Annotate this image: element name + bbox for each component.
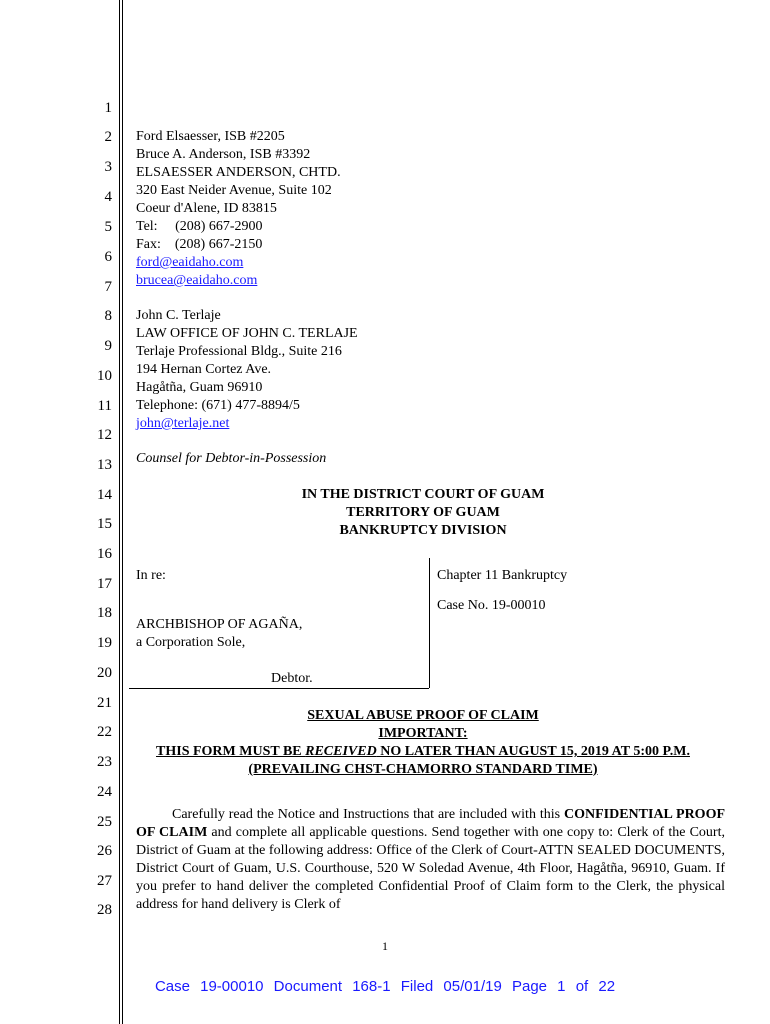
line-number: 23 [97, 754, 112, 770]
form-title: SEXUAL ABUSE PROOF OF CLAIM [307, 708, 539, 723]
line-number: 18 [97, 605, 112, 621]
line-number: 21 [97, 695, 112, 711]
firm-name: ELSAESSER ANDERSON, CHTD. [136, 165, 341, 180]
line-number: 17 [97, 576, 112, 592]
telephone: Tel: (208) 667-2900 [136, 219, 263, 234]
address-line: Hagåtña, Guam 96910 [136, 380, 263, 395]
deadline-emphasis: RECEIVED [305, 744, 377, 759]
email-link[interactable]: brucea@eaidaho.com [136, 273, 258, 288]
line-number: 9 [104, 338, 112, 354]
left-margin-rule [119, 0, 120, 1024]
email-link[interactable]: ford@eaidaho.com [136, 255, 244, 270]
in-re-label: In re: [136, 568, 166, 583]
address-line: Coeur d'Alene, ID 83815 [136, 201, 277, 216]
important-heading: IMPORTANT: [378, 726, 468, 741]
address-line: Terlaje Professional Bldg., Suite 216 [136, 344, 342, 359]
line-number: 13 [97, 457, 112, 473]
line-number: 5 [104, 219, 112, 235]
line-number: 2 [104, 129, 112, 145]
attorney-name: John C. Terlaje [136, 308, 221, 323]
page-number: 1 [382, 939, 388, 953]
address-line: 194 Hernan Cortez Ave. [136, 362, 272, 377]
line-number: 15 [97, 516, 112, 532]
line-number: 4 [104, 189, 112, 205]
line-number: 11 [97, 398, 112, 414]
case-number: Case No. 19-00010 [437, 598, 546, 613]
deadline-text: NO LATER THAN AUGUST 15, 2019 AT 5:00 P.M. [376, 744, 690, 759]
court-name: IN THE DISTRICT COURT OF GUAM [301, 487, 545, 502]
attorney-name: Bruce A. Anderson, ISB #3392 [136, 147, 311, 162]
line-number: 28 [97, 902, 112, 918]
court-territory: TERRITORY OF GUAM [346, 505, 500, 520]
line-number: 24 [97, 784, 112, 800]
caption-divider [429, 558, 430, 688]
address-line: 320 East Neider Avenue, Suite 102 [136, 183, 332, 198]
debtor-label: Debtor. [271, 671, 313, 686]
email-link[interactable]: john@terlaje.net [136, 416, 230, 431]
line-number: 12 [97, 427, 112, 443]
paragraph-emphasis: CONFIDENTIAL PROOF OF CLAIM [136, 807, 726, 840]
line-number: 22 [97, 724, 112, 740]
counsel-for: Counsel for Debtor-in-Possession [136, 451, 327, 466]
paragraph-text: and complete all applicable questions. Send together with one copy to: Clerk of the Court, District of Guam at the following address: Office of the Clerk of Court-ATTN SEALED DOCUMENTS, District Court of Guam, U.S. Courthouse, 520 W Soledad Avenue, 4th Floor, Hagåtña, 96910, Guam. If you prefer to hand deliver the completed Confidential Proof of Claim form to the Clerk, the physical address for hand delivery is Clerk of [136, 825, 725, 912]
line-number: 10 [97, 368, 112, 384]
line-number: 25 [97, 814, 112, 830]
fax: Fax: (208) 667-2150 [136, 237, 263, 252]
deadline-notice [123, 743, 723, 761]
line-number: 6 [104, 249, 112, 265]
line-number: 7 [104, 279, 112, 295]
line-number: 3 [104, 159, 112, 175]
line-number: 20 [97, 665, 112, 681]
firm-name: LAW OFFICE OF JOHN C. TERLAJE [136, 326, 358, 341]
deadline-text: THIS FORM MUST BE [156, 744, 306, 759]
attorney-name: Ford Elsaesser, ISB #2205 [136, 129, 285, 144]
instructions-paragraph [136, 806, 725, 914]
line-number: 14 [97, 487, 112, 503]
telephone: Telephone: (671) 477-8894/5 [136, 398, 300, 413]
line-number: 1 [104, 100, 112, 116]
line-number: 27 [97, 873, 112, 889]
line-number: 26 [97, 843, 112, 859]
line-number: 16 [97, 546, 112, 562]
paragraph-text: Carefully read the Notice and Instructions that are included with this [172, 807, 564, 822]
chapter-label: Chapter 11 Bankruptcy [437, 568, 568, 583]
debtor-description: a Corporation Sole, [136, 635, 246, 650]
debtor-name: ARCHBISHOP OF AGAÑA, [136, 617, 303, 632]
court-division: BANKRUPTCY DIVISION [339, 523, 507, 538]
line-number: 8 [104, 308, 112, 324]
ecf-footer: Case 19-00010 Document 168-1 Filed 05/01/19 Page 1 of 22 [154, 978, 616, 995]
caption-underline [129, 688, 429, 689]
line-number: 19 [97, 635, 112, 651]
timezone-notice: (PREVAILING CHST-CHAMORRO STANDARD TIME) [248, 762, 598, 777]
